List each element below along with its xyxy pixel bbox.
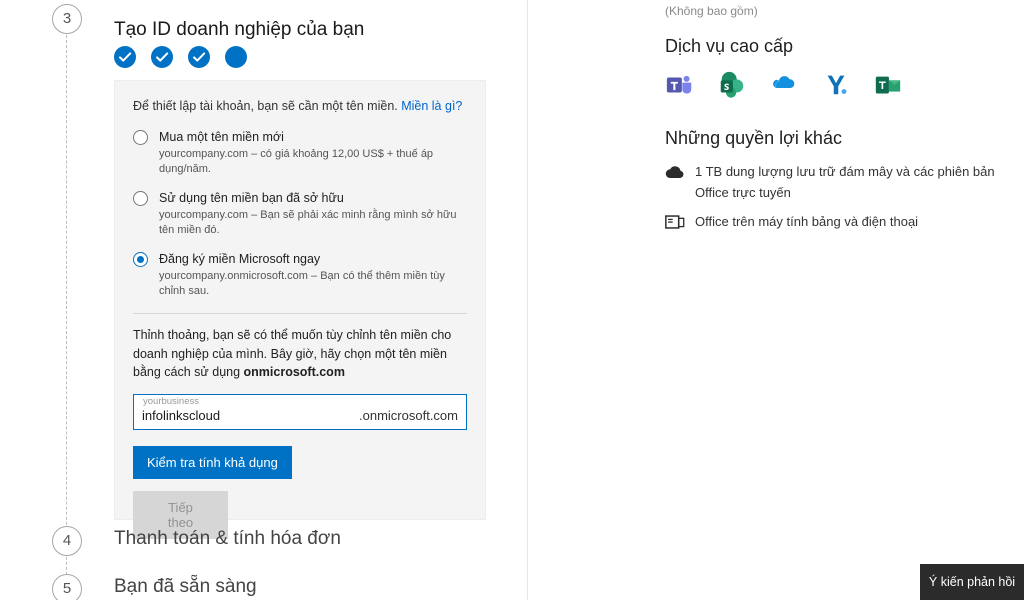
next-button: Tiếp theo — [133, 491, 228, 539]
domain-name-input[interactable] — [142, 391, 359, 433]
radio-option-buy-new-domain[interactable] — [133, 129, 467, 177]
benefit-item-storage — [665, 162, 1015, 204]
check-icon — [114, 46, 136, 68]
radio-icon-selected[interactable] — [133, 252, 148, 267]
option-description: yourcompany.com – Bạn sẽ phải xác minh rằng mình sở hữu tên miền đó. — [159, 209, 457, 237]
step-indicator-5[interactable] — [52, 574, 82, 600]
domain-input-wrapper[interactable] — [133, 394, 467, 430]
step-title-ready[interactable]: Bạn đã sẵn sàng — [114, 576, 257, 597]
check-icon — [151, 46, 173, 68]
right-pane — [528, 0, 1024, 600]
progress-dot-1 — [114, 46, 136, 68]
option-label: Đăng ký miền Microsoft ngay — [159, 252, 321, 266]
card-intro-text: Để thiết lập tài khoản, bạn sẽ cần một tên miền. — [133, 99, 402, 113]
step-title-billing[interactable]: Thanh toán & tính hóa đơn — [114, 528, 341, 549]
other-benefits-heading: Những quyền lợi khác — [665, 128, 842, 148]
step-indicator-4[interactable] — [52, 526, 82, 556]
domain-setup-card — [114, 80, 486, 531]
option-label: Mua một tên miền mới — [159, 130, 284, 145]
microsoft-teams-icon — [665, 70, 695, 100]
what-is-domain-link[interactable]: Miền là gì? — [401, 99, 463, 113]
stepper-rail — [66, 30, 67, 600]
radio-option-register-microsoft-domain[interactable] — [133, 251, 467, 299]
benefit-text: 1 TB dung lượng lưu trữ đám mây và các phiên bản Office trực tuyến — [695, 164, 995, 200]
domain-note-text: Thỉnh thoảng, bạn sẽ có thể muốn tùy chỉnh tên miền cho doanh nghiệp của mình. Bây giờ, hãy chọn một tên miền bằng cách sử dụng — [133, 327, 452, 380]
sharepoint-icon — [717, 70, 747, 100]
premium-services-heading: Dịch vụ cao cấp — [665, 36, 794, 56]
feedback-button[interactable]: Ý kiến phản hồi — [920, 564, 1024, 600]
cloud-icon — [664, 163, 686, 181]
check-availability-button[interactable]: Kiểm tra tính khả dụng — [133, 446, 292, 479]
exchange-icon — [873, 70, 903, 100]
domain-note — [133, 326, 467, 382]
step-number: 5 — [62, 580, 72, 597]
option-description: yourcompany.com – có giá khoảng 12,00 US$ + thuế áp dụng/năm. — [159, 148, 434, 176]
progress-dots — [114, 46, 247, 68]
yammer-icon — [821, 70, 851, 100]
not-included-note: (Không bao gồm) — [665, 4, 758, 18]
app-icon-row — [665, 70, 903, 100]
benefit-item-mobile — [665, 212, 1015, 233]
radio-icon[interactable] — [133, 130, 148, 145]
onedrive-icon — [769, 70, 799, 100]
radio-icon[interactable] — [133, 191, 148, 206]
radio-option-use-own-domain[interactable] — [133, 190, 467, 238]
option-description: yourcompany.onmicrosoft.com – Bạn có thể thêm miền tùy chỉnh sau. — [159, 270, 445, 298]
page-title: Tạo ID doanh nghiệp của bạn — [114, 18, 365, 40]
divider — [133, 313, 467, 314]
tablet-icon — [664, 213, 686, 231]
step-number: 3 — [62, 10, 72, 27]
step-number: 4 — [62, 532, 72, 549]
domain-input-hint: yourbusiness — [143, 396, 199, 408]
card-intro — [133, 97, 467, 115]
progress-dot-3 — [188, 46, 210, 68]
benefit-text: Office trên máy tính bảng và điện thoại — [695, 214, 919, 229]
option-label: Sử dụng tên miền bạn đã sở hữu — [159, 191, 344, 206]
step-indicator-3 — [52, 4, 82, 34]
domain-suffix-label: .onmicrosoft.com — [359, 407, 458, 423]
domain-note-bold: onmicrosoft.com — [243, 365, 345, 380]
progress-dot-2 — [151, 46, 173, 68]
check-icon — [188, 46, 210, 68]
progress-dot-4-current — [225, 46, 247, 68]
